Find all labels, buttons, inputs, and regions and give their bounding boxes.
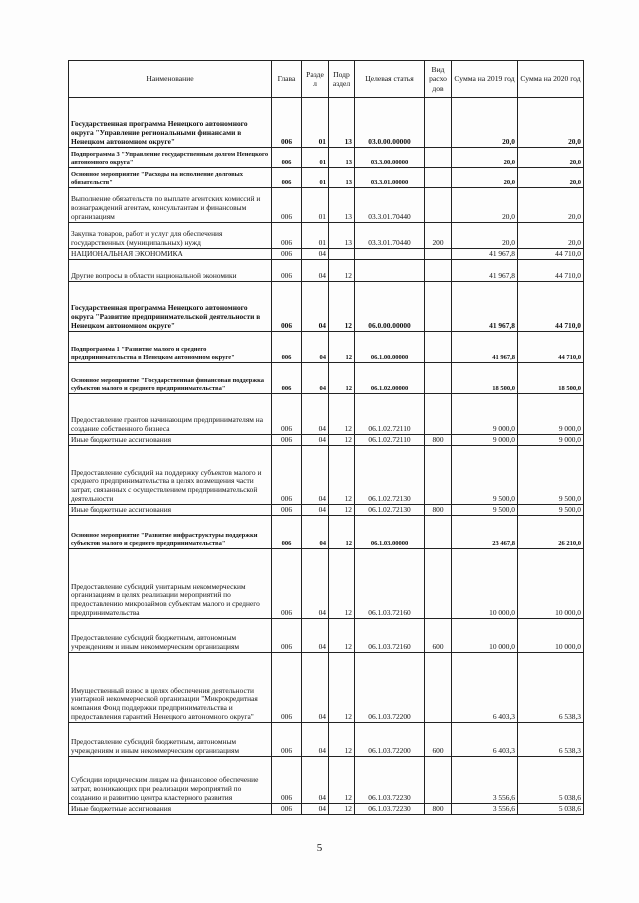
cell-vid <box>425 757 452 804</box>
cell-vid: 800 <box>425 804 452 815</box>
cell-section: 04 <box>302 516 329 549</box>
table-row <box>69 505 584 516</box>
cell-chapter: 006 <box>272 394 302 435</box>
cell-subsection: 12 <box>329 723 355 757</box>
cell-name: Иные бюджетные ассигнования <box>69 804 272 815</box>
cell-subsection: 12 <box>329 757 355 804</box>
cell-name: Предоставление субсидий унитарным некоммерческим организациям в целях реализации мероприятий по предоставлению микрозаймов субъектам малого и среднего предпринимательства <box>69 549 272 619</box>
cell-name: Подпрограмма 3 "Управление государственным долгом Ненецкого автономного округа" <box>69 148 272 168</box>
cell-vid: 200 <box>425 223 452 249</box>
cell-subsection: 12 <box>329 804 355 815</box>
page-number: 5 <box>316 842 323 854</box>
cell-subsection: 13 <box>329 223 355 249</box>
header-sum-2020: Сумма на 2020 год <box>518 61 584 98</box>
table-row <box>69 804 584 815</box>
cell-section: 01 <box>302 168 329 188</box>
cell-sum-2019: 9 500,0 <box>452 505 518 516</box>
cell-article: 06.0.00.00000 <box>355 282 425 332</box>
cell-subsection: 12 <box>329 446 355 505</box>
cell-article: 06.1.03.00000 <box>355 516 425 549</box>
cell-article: 06.1.02.00000 <box>355 363 425 394</box>
table-row <box>69 188 584 223</box>
cell-name: Субсидии юридическим лицам на финансовое обеспечение затрат, возникающих при реализации мероприятий по созданию и развитию центра кластерного развития <box>69 757 272 804</box>
header-chapter: Глава <box>272 61 302 98</box>
header-sum-2019: Сумма на 2019 год <box>452 61 518 98</box>
cell-subsection: 12 <box>329 505 355 516</box>
cell-article: 06.1.03.72230 <box>355 804 425 815</box>
cell-name: Выполнение обязательств по выплате агентских комиссий и вознаграждений агентам, консультантам и финансовым организациям <box>69 188 272 223</box>
cell-chapter: 006 <box>272 505 302 516</box>
cell-vid: 800 <box>425 505 452 516</box>
cell-sum-2019: 18 500,0 <box>452 363 518 394</box>
cell-name: Имущественный взнос в целях обеспечения деятельности унитарной некоммерческой организации "Микрокредитная компания Фонд поддержки предпринимательства и предоставления гарантий Ненецкого автономного округа" <box>69 653 272 723</box>
cell-sum-2019: 9 500,0 <box>452 446 518 505</box>
table-row <box>69 516 584 549</box>
cell-sum-2020: 9 500,0 <box>518 505 584 516</box>
table-row <box>69 98 584 148</box>
budget-table <box>68 60 584 815</box>
cell-sum-2019: 6 403,3 <box>452 653 518 723</box>
cell-sum-2020: 44 710,0 <box>518 282 584 332</box>
cell-sum-2020: 44 710,0 <box>518 260 584 282</box>
cell-sum-2020: 20,0 <box>518 223 584 249</box>
cell-sum-2019: 20,0 <box>452 188 518 223</box>
cell-sum-2019: 9 000,0 <box>452 435 518 446</box>
cell-name: Закупка товаров, работ и услуг для обеспечения государственных (муниципальных) нужд <box>69 223 272 249</box>
cell-sum-2020: 44 710,0 <box>518 332 584 363</box>
cell-vid <box>425 260 452 282</box>
table-row <box>69 619 584 653</box>
cell-chapter: 006 <box>272 549 302 619</box>
cell-name: Иные бюджетные ассигнования <box>69 435 272 446</box>
cell-subsection: 12 <box>329 549 355 619</box>
cell-name: Государственная программа Ненецкого автономного округа "Развитие предпринимательской деятельности в Ненецком автономном округе" <box>69 282 272 332</box>
cell-subsection: 12 <box>329 653 355 723</box>
cell-subsection: 12 <box>329 282 355 332</box>
cell-subsection: 13 <box>329 168 355 188</box>
cell-article: 06.1.02.72130 <box>355 505 425 516</box>
cell-chapter: 006 <box>272 516 302 549</box>
cell-sum-2019: 41 967,8 <box>452 282 518 332</box>
cell-sum-2020: 6 538,3 <box>518 653 584 723</box>
cell-chapter: 006 <box>272 723 302 757</box>
cell-chapter: 006 <box>272 757 302 804</box>
cell-section: 01 <box>302 223 329 249</box>
cell-vid <box>425 98 452 148</box>
table-row <box>69 446 584 505</box>
cell-sum-2019: 3 556,6 <box>452 804 518 815</box>
cell-section: 04 <box>302 723 329 757</box>
cell-vid <box>425 446 452 505</box>
cell-chapter: 006 <box>272 804 302 815</box>
cell-article: 06.1.00.00000 <box>355 332 425 363</box>
cell-section: 04 <box>302 804 329 815</box>
table-row <box>69 394 584 435</box>
header-article: Целевая статья <box>355 61 425 98</box>
cell-section: 04 <box>302 757 329 804</box>
header-subsection: Подр аздел <box>329 61 355 98</box>
cell-sum-2020: 10 000,0 <box>518 619 584 653</box>
cell-sum-2020: 26 210,0 <box>518 516 584 549</box>
cell-article <box>355 260 425 282</box>
table-row <box>69 653 584 723</box>
cell-sum-2019: 41 967,8 <box>452 260 518 282</box>
cell-sum-2020: 20,0 <box>518 188 584 223</box>
cell-chapter: 006 <box>272 223 302 249</box>
cell-sum-2019: 23 467,8 <box>452 516 518 549</box>
cell-chapter: 006 <box>272 98 302 148</box>
cell-chapter: 006 <box>272 653 302 723</box>
cell-article: 03.3.00.00000 <box>355 148 425 168</box>
cell-subsection: 12 <box>329 332 355 363</box>
cell-vid <box>425 168 452 188</box>
cell-chapter: 006 <box>272 282 302 332</box>
cell-name: Основное мероприятие "Государственная финансовая поддержка субъектов малого и среднего предпринимательства" <box>69 363 272 394</box>
cell-sum-2020: 10 000,0 <box>518 549 584 619</box>
cell-subsection: 12 <box>329 363 355 394</box>
cell-sum-2019: 20,0 <box>452 148 518 168</box>
header-vid: Вид расхо дов <box>425 61 452 98</box>
cell-article: 03.3.01.70440 <box>355 223 425 249</box>
cell-sum-2020: 9 000,0 <box>518 394 584 435</box>
cell-article: 06.1.03.72200 <box>355 723 425 757</box>
table-row <box>69 723 584 757</box>
header-name: Наименование <box>69 61 272 98</box>
cell-chapter: 006 <box>272 332 302 363</box>
cell-sum-2019: 20,0 <box>452 98 518 148</box>
table-row <box>69 757 584 804</box>
cell-subsection: 12 <box>329 516 355 549</box>
cell-sum-2019: 41 967,8 <box>452 249 518 260</box>
cell-sum-2020: 9 500,0 <box>518 446 584 505</box>
cell-name: Предоставление грантов начинающим предпринимателям на создание собственного бизнеса <box>69 394 272 435</box>
cell-section: 04 <box>302 332 329 363</box>
table-row <box>69 249 584 260</box>
cell-section: 04 <box>302 249 329 260</box>
cell-article: 06.1.02.72110 <box>355 435 425 446</box>
cell-chapter: 006 <box>272 363 302 394</box>
cell-section: 04 <box>302 505 329 516</box>
cell-vid <box>425 148 452 168</box>
cell-section: 01 <box>302 188 329 223</box>
cell-sum-2020: 9 000,0 <box>518 435 584 446</box>
cell-section: 04 <box>302 619 329 653</box>
cell-name: Основное мероприятие "Развитие инфраструктуры поддержки субъектов малого и среднего предпринимательства" <box>69 516 272 549</box>
cell-chapter: 006 <box>272 619 302 653</box>
cell-chapter: 006 <box>272 260 302 282</box>
cell-article: 06.1.03.72160 <box>355 549 425 619</box>
cell-sum-2019: 20,0 <box>452 168 518 188</box>
cell-vid <box>425 653 452 723</box>
cell-section: 04 <box>302 446 329 505</box>
cell-sum-2020: 20,0 <box>518 148 584 168</box>
cell-subsection: 12 <box>329 394 355 435</box>
cell-subsection: 12 <box>329 619 355 653</box>
cell-sum-2019: 10 000,0 <box>452 619 518 653</box>
cell-name: Предоставление субсидий бюджетным, автономным учреждениям и иным некоммерческим организациям <box>69 723 272 757</box>
cell-sum-2020: 20,0 <box>518 168 584 188</box>
cell-article: 06.1.03.72200 <box>355 653 425 723</box>
cell-vid <box>425 282 452 332</box>
table-row <box>69 332 584 363</box>
cell-vid: 800 <box>425 435 452 446</box>
cell-article: 03.3.01.00000 <box>355 168 425 188</box>
cell-vid <box>425 188 452 223</box>
cell-sum-2019: 3 556,6 <box>452 757 518 804</box>
cell-sum-2020: 5 038,6 <box>518 804 584 815</box>
cell-vid <box>425 249 452 260</box>
cell-section: 04 <box>302 282 329 332</box>
cell-vid <box>425 363 452 394</box>
cell-chapter: 006 <box>272 148 302 168</box>
cell-subsection: 12 <box>329 260 355 282</box>
cell-subsection <box>329 249 355 260</box>
cell-article: 03.0.00.00000 <box>355 98 425 148</box>
cell-section: 04 <box>302 435 329 446</box>
cell-sum-2020: 44 710,0 <box>518 249 584 260</box>
cell-vid <box>425 332 452 363</box>
table-row <box>69 260 584 282</box>
table-row <box>69 363 584 394</box>
cell-vid: 600 <box>425 723 452 757</box>
cell-section: 04 <box>302 549 329 619</box>
cell-chapter: 006 <box>272 446 302 505</box>
cell-name: НАЦИОНАЛЬНАЯ ЭКОНОМИКА <box>69 249 272 260</box>
cell-sum-2020: 6 538,3 <box>518 723 584 757</box>
table-row <box>69 223 584 249</box>
cell-name: Предоставление субсидий бюджетным, автономным учреждениям и иным некоммерческим организациям <box>69 619 272 653</box>
cell-subsection: 13 <box>329 98 355 148</box>
cell-article: 06.1.02.72130 <box>355 446 425 505</box>
table-row <box>69 435 584 446</box>
cell-chapter: 006 <box>272 188 302 223</box>
cell-subsection: 12 <box>329 435 355 446</box>
cell-section: 04 <box>302 394 329 435</box>
cell-section: 04 <box>302 363 329 394</box>
cell-chapter: 006 <box>272 168 302 188</box>
cell-name: Подпрограмма 1 "Развитие малого и среднего предпринимательства в Ненецком автономном округе" <box>69 332 272 363</box>
cell-chapter: 006 <box>272 435 302 446</box>
table-row <box>69 549 584 619</box>
cell-sum-2020: 5 038,6 <box>518 757 584 804</box>
cell-subsection: 13 <box>329 188 355 223</box>
cell-article: 06.1.03.72230 <box>355 757 425 804</box>
table-row <box>69 282 584 332</box>
cell-sum-2019: 6 403,3 <box>452 723 518 757</box>
cell-chapter: 006 <box>272 249 302 260</box>
cell-subsection: 13 <box>329 148 355 168</box>
cell-article: 06.1.03.72160 <box>355 619 425 653</box>
cell-name: Предоставление субсидий на поддержку субъектов малого и среднего предпринимательства в целях возмещения части затрат, связанных с осуществлением предпринимательской деятельности <box>69 446 272 505</box>
cell-name: Основное мероприятие "Расходы на исполнение долговых обязательств" <box>69 168 272 188</box>
cell-sum-2019: 9 000,0 <box>452 394 518 435</box>
cell-name: Государственная программа Ненецкого автономного округа "Управление региональными финансами в Ненецком автономном округе" <box>69 98 272 148</box>
cell-name: Иные бюджетные ассигнования <box>69 505 272 516</box>
table-header-row <box>69 61 584 98</box>
cell-article: 03.3.01.70440 <box>355 188 425 223</box>
cell-sum-2019: 41 967,8 <box>452 332 518 363</box>
cell-sum-2019: 10 000,0 <box>452 549 518 619</box>
cell-vid: 600 <box>425 619 452 653</box>
cell-section: 04 <box>302 260 329 282</box>
cell-name: Другие вопросы в области национальной экономики <box>69 260 272 282</box>
header-section: Разде л <box>302 61 329 98</box>
cell-section: 04 <box>302 653 329 723</box>
table-row <box>69 148 584 168</box>
cell-section: 01 <box>302 148 329 168</box>
cell-sum-2020: 20,0 <box>518 98 584 148</box>
table-row <box>69 168 584 188</box>
cell-vid <box>425 394 452 435</box>
cell-vid <box>425 516 452 549</box>
cell-sum-2020: 18 500,0 <box>518 363 584 394</box>
cell-vid <box>425 549 452 619</box>
cell-article <box>355 249 425 260</box>
cell-section: 01 <box>302 98 329 148</box>
cell-article: 06.1.02.72110 <box>355 394 425 435</box>
cell-sum-2019: 20,0 <box>452 223 518 249</box>
